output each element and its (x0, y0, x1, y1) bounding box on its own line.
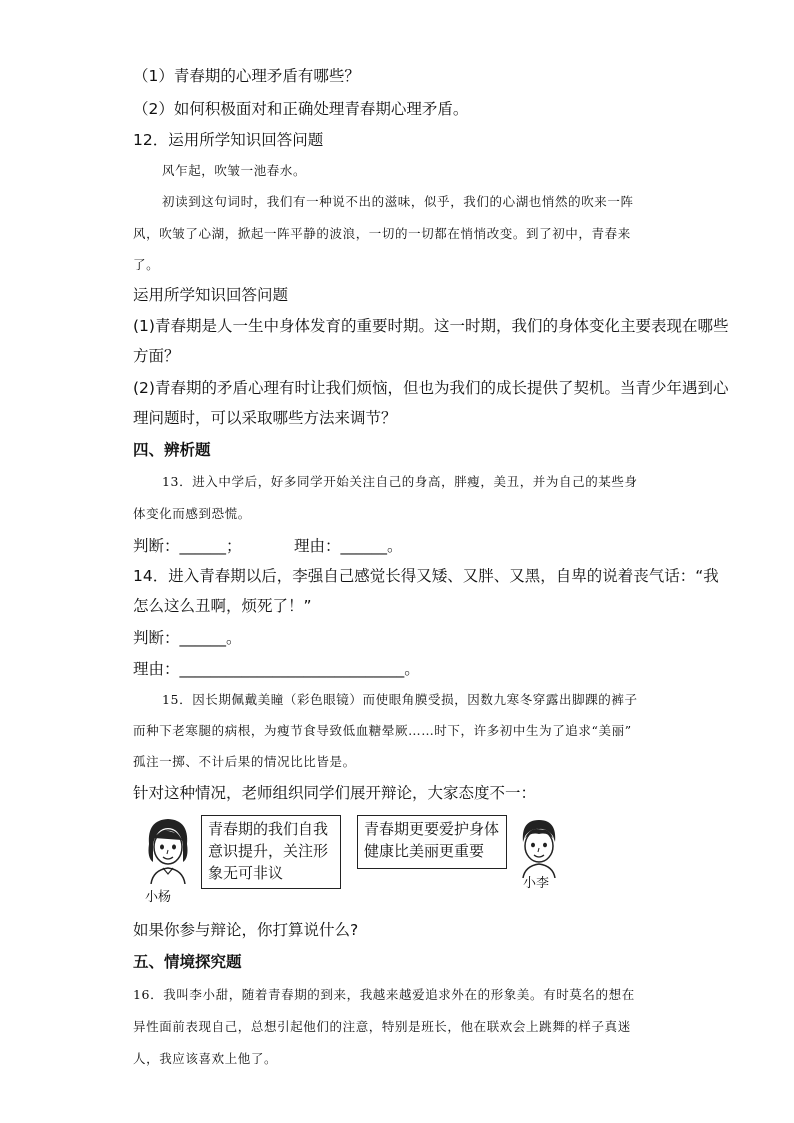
q13-judge: 判断：______； (133, 537, 242, 555)
q12-sub2-line-2: 理问题时，可以采取哪些方法来调节？ (133, 409, 397, 427)
q15-intro: 针对这种情况，老师组织同学们展开辩论，大家态度不一： (133, 784, 537, 802)
girl-illustration (139, 814, 197, 884)
q14-reason: 理由：_____________________________。 (133, 660, 420, 678)
q12-sub1-line-2: 方面？ (133, 347, 180, 365)
q11-sub2: （2）如何积极面对和正确处理青春期心理矛盾。 (133, 100, 469, 118)
right-speech-bubble (357, 815, 507, 869)
q15-line-2: 而种下老寒腿的病根，为瘦节食导致低血糖晕厥……时下，许多初中生为了追求“美丽” (133, 723, 632, 738)
q15-question: 如果你参与辩论，你打算说什么? (133, 921, 359, 939)
q12-stem: 12．运用所学知识回答问题 (133, 131, 324, 149)
q16-line-2: 异性面前表现自己，总想引起他们的注意，特别是班长，他在联欢会上跳舞的样子真迷 (133, 1019, 631, 1034)
right-speaker-name: 小李 (523, 876, 550, 891)
left-bubble-line-3: 象无可非议 (208, 864, 284, 882)
q12-passage-line-2: 风，吹皱了心湖，掀起一阵平静的波浪，一切的一切都在悄悄改变。到了初中，青春来 (133, 226, 631, 241)
q12-passage-line-3: 了。 (133, 257, 160, 272)
q16-line-3: 人，我应该喜欢上他了。 (133, 1051, 278, 1066)
q12-sub2-line-1: (2)青春期的矛盾心理有时让我们烦恼，但也为我们的成长提供了契机。当青少年遇到心 (133, 379, 729, 397)
q12-prompt: 运用所学知识回答问题 (133, 286, 289, 304)
q11-sub1: （1）青春期的心理矛盾有哪些？ (133, 67, 360, 85)
debate-figure (133, 808, 573, 914)
section-4-heading: 四、辨析题 (133, 441, 211, 459)
q13-line-2: 体变化而感到恐慌。 (133, 506, 251, 521)
q15-line-1: 15．因长期佩戴美瞳（彩色眼镜）而使眼角膜受损，因数九寒冬穿露出脚踝的裤子 (162, 692, 638, 707)
left-bubble-line-2: 意识提升，关注形 (208, 842, 329, 860)
left-speaker-name: 小杨 (145, 890, 172, 905)
left-bubble-line-1: 青春期的我们自我 (208, 820, 329, 838)
q12-sub1-line-1: (1)青春期是人一生中身体发育的重要时期。这一时期，我们的身体变化主要表现在哪些 (133, 317, 729, 335)
right-bubble-line-2: 健康比美丽更重要 (364, 842, 485, 860)
section-5-heading: 五、情境探究题 (133, 953, 242, 971)
q13-reason: 理由：______。 (294, 537, 403, 555)
q16-line-1: 16．我叫李小甜，随着青春期的到来，我越来越爱追求外在的形象美。有时莫名的想在 (133, 987, 635, 1002)
left-speech-bubble (201, 815, 341, 889)
q13-line-1: 13．进入中学后，好多同学开始关注自己的身高，胖瘦，美丑，并为自己的某些身 (162, 474, 638, 489)
right-bubble-line-1: 青春期更要爱护身体 (364, 820, 500, 838)
q14-line-1: 14．进入青春期以后，李强自己感觉长得又矮、又胖、又黑，自卑的说着丧气话：“我 (133, 567, 719, 585)
q15-line-3: 孤注一掷、不计后果的情况比比皆是。 (133, 754, 356, 769)
q14-line-2: 怎么这么丑啊，烦死了！” (133, 597, 312, 615)
q12-poem: 风乍起，吹皱一池春水。 (162, 163, 307, 178)
q12-passage-line-1: 初读到这句词时，我们有一种说不出的滋味，似乎，我们的心湖也悄然的吹来一阵 (162, 194, 634, 209)
q14-judge: 判断：______。 (133, 629, 242, 647)
boy-illustration (511, 816, 567, 878)
